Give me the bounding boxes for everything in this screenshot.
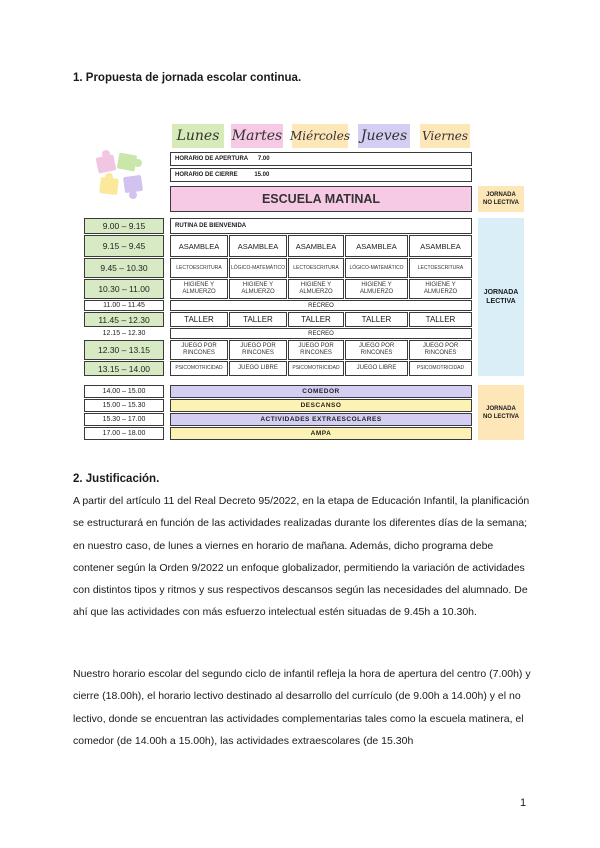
- activity-cell: JUEGO LIBRE: [345, 361, 408, 376]
- jornada-no-lectiva-top: JORNADA NO LECTIVA: [478, 186, 524, 212]
- time-cell: 13.15 – 14.00: [84, 361, 164, 376]
- time-cell: 17.00 – 18.00: [84, 427, 164, 440]
- time-cell: 9.15 – 9.45: [84, 235, 164, 257]
- day-lunes: Lunes: [172, 124, 224, 148]
- activity-cell: JUEGO LIBRE: [229, 361, 287, 376]
- recreo-row: RECREO: [170, 328, 472, 339]
- activity-cell: ASAMBLEA: [170, 235, 228, 257]
- activity-cell: PSICOMOTRICIDAD: [409, 361, 472, 376]
- activity-cell: JUEGO POR RINCONES: [345, 340, 408, 360]
- time-cell: 11.45 – 12.30: [84, 312, 164, 327]
- escuela-matinal: ESCUELA MATINAL: [170, 186, 472, 212]
- page-number: 1: [520, 797, 527, 809]
- activity-cell: LECTOESCRITURA: [170, 258, 228, 278]
- extraescolares-row: ACTIVIDADES EXTRAESCOLARES: [170, 413, 472, 426]
- day-viernes: Viernes: [420, 124, 470, 148]
- time-cell: 15.00 – 15.30: [84, 399, 164, 412]
- time-cell: 9.45 – 10.30: [84, 258, 164, 278]
- rutina-row: RUTINA DE BIENVENIDA: [170, 218, 472, 234]
- activity-cell: TALLER: [409, 312, 472, 327]
- activity-cell: HIGIENE Y ALMUERZO: [288, 279, 344, 299]
- time-cell: 14.00 – 15.00: [84, 385, 164, 398]
- time-cell: 15.30 – 17.00: [84, 413, 164, 426]
- jornada-lectiva: JORNADA LECTIVA: [478, 218, 524, 376]
- activity-cell: PSICOMOTRICIDAD: [288, 361, 344, 376]
- activity-cell: JUEGO POR RINCONES: [288, 340, 344, 360]
- day-jueves: Jueves: [358, 124, 410, 148]
- jornada-no-lectiva-bottom: JORNADA NO LECTIVA: [478, 385, 524, 440]
- closing-time: HORARIO DE CIERRE 15.00: [170, 168, 472, 182]
- activity-cell: LECTOESCRITURA: [409, 258, 472, 278]
- day-martes: Martes: [231, 124, 283, 148]
- descanso-row: DESCANSO: [170, 399, 472, 412]
- day-miercoles: Miércoles: [292, 124, 348, 148]
- section-heading-1: 1. Propuesta de jornada escolar continua.: [73, 72, 302, 84]
- time-cell: 9.00 – 9.15: [84, 218, 164, 234]
- puzzle-pieces-icon: [92, 148, 156, 206]
- activity-cell: ASAMBLEA: [229, 235, 287, 257]
- comedor-row: COMEDOR: [170, 385, 472, 398]
- activity-cell: LÓGICO-MATEMÁTICO: [229, 258, 287, 278]
- time-cell: 11.00 – 11.45: [84, 300, 164, 311]
- paragraph-1: A partir del artículo 11 del Real Decreto 95/2022, en la etapa de Educación Infantil, la planificación se estructurará en función de las actividades realizadas durante los diferentes días de la semana; en nuestro caso, de lunes a viernes en horario de mañana. Además, dicho programa debe contener según la Orden 9/2022 un enfoque globalizador, permitiendo la variación de actividades con distintos tipos y ritmos y sus respectivos descansos según las necesidades del alumnado. De ahí que las actividades con más esfuerzo intelectual estén situadas de 9.45h a 10.30h.: [73, 495, 530, 619]
- activity-cell: TALLER: [229, 312, 287, 327]
- recreo-row: RECREO: [170, 300, 472, 311]
- activity-cell: PSICOMOTRICIDAD: [170, 361, 228, 376]
- time-cell: 12.30 – 13.15: [84, 340, 164, 360]
- activity-cell: ASAMBLEA: [288, 235, 344, 257]
- paragraph-2: Nuestro horario escolar del segundo ciclo de infantil refleja la hora de apertura del centro (7.00h) y cierre (18.00h), el horario lectivo destinado al desarrollo del currículo (de 9.00h a 14.00h) y el no lectivo, donde se encuentran las actividades complementarias tales como la escuela matinera, el comedor (de 14.00h a 15.00h), las actividades extraescolares (de 15.30h: [73, 668, 531, 747]
- activity-cell: TALLER: [345, 312, 408, 327]
- activity-cell: ASAMBLEA: [345, 235, 408, 257]
- section-heading-2: 2. Justificación.: [73, 473, 160, 485]
- activity-cell: TALLER: [170, 312, 228, 327]
- activity-cell: JUEGO POR RINCONES: [409, 340, 472, 360]
- activity-cell: TALLER: [288, 312, 344, 327]
- activity-cell: HIGIENE Y ALMUERZO: [345, 279, 408, 299]
- time-cell: 12.15 – 12.30: [84, 328, 164, 339]
- activity-cell: JUEGO POR RINCONES: [229, 340, 287, 360]
- activity-cell: LÓGICO-MATEMÁTICO: [345, 258, 408, 278]
- activity-cell: HIGIENE Y ALMUERZO: [229, 279, 287, 299]
- activity-cell: HIGIENE Y ALMUERZO: [170, 279, 228, 299]
- opening-time: HORARIO DE APERTURA 7.00: [170, 152, 472, 166]
- activity-cell: LECTOESCRITURA: [288, 258, 344, 278]
- activity-cell: JUEGO POR RINCONES: [170, 340, 228, 360]
- ampa-row: AMPA: [170, 427, 472, 440]
- time-cell: 10.30 – 11.00: [84, 279, 164, 299]
- activity-cell: HIGIENE Y ALMUERZO: [409, 279, 472, 299]
- activity-cell: ASAMBLEA: [409, 235, 472, 257]
